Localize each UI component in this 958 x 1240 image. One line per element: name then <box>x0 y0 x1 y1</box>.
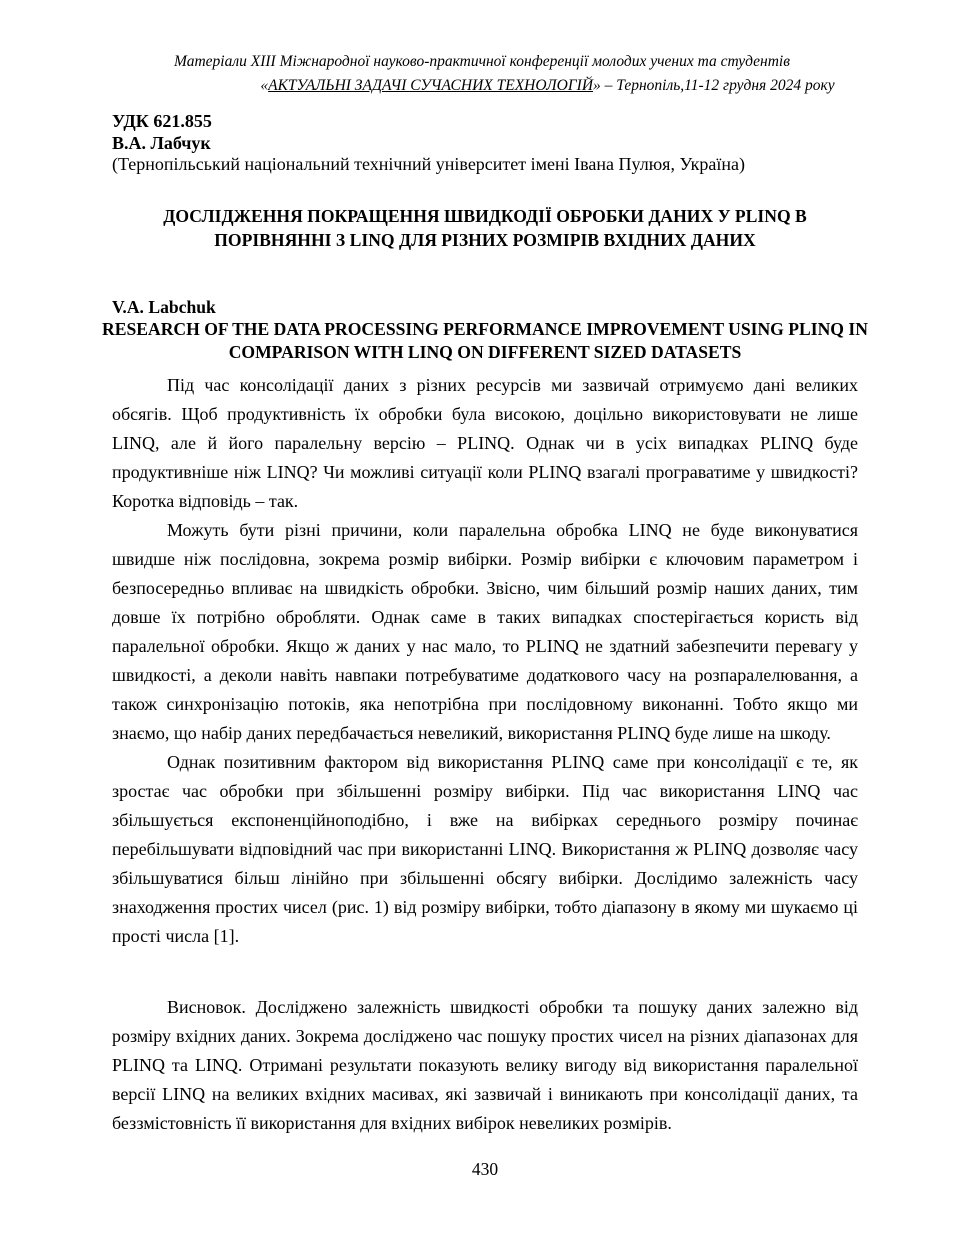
paragraph-sample-size: Можуть бути різні причини, коли паралельна обробка LINQ не буде виконуватися швидше ніж послідовна, зокрема розмір вибірки. Розмір вибірки є ключовим параметром і безпосередньо впливає на швидкість обробки. Звісно, чим більший розмір наших даних, тим довше їх потрібно обробляти. Однак саме в таких випадках спостерігається користь від паралельної обробки. Якщо ж даних у нас мало, то PLINQ не здатний забезпечити перевагу у швидкості, а деколи навіть навпаки потребуватиме додаткового часу на розпаралелювання, а також синхронізацію потоків, яка непотрібна при послідовному виконанні. Тобто якщо ми знаємо, що набір даних передбачається невеликий, використання PLINQ буде лише на шкоду. <box>112 519 858 743</box>
article-meta <box>112 111 858 176</box>
conference-name-prefix: « <box>260 77 269 94</box>
udc-code: УДК 621.855 <box>112 111 212 131</box>
conference-name-suffix: » – Тернопіль,11-12 грудня 2024 року <box>593 77 835 94</box>
page-number: 430 <box>471 1159 499 1179</box>
author-name-english: V.A. Labchuk <box>112 296 216 317</box>
paragraph-intro: Під час консолідації даних з різних ресурсів ми зазвичай отримуємо дані великих обсягів. Щоб продуктивність їх обробки була високою, доцільно використовувати не лише LINQ, але й його паралельну версію – PLINQ. Однак чи в усіх випадках PLINQ буде продуктивніше ніж LINQ? Чи можливі ситуації коли PLINQ взагалі програватиме у швидкості? Коротка відповідь – так. <box>112 374 858 511</box>
article-title-english: RESEARCH OF THE DATA PROCESSING PERFORMANCE IMPROVEMENT USING PLINQ IN COMPARISON WITH LINQ ON DIFFERENT SIZED DATASETS <box>102 318 868 362</box>
author-affiliation: (Тернопільський національний технічний університет імені Івана Пулюя, Україна) <box>112 154 745 174</box>
paragraph-plinq-benefit: Однак позитивним фактором від використання PLINQ саме при консолідації є те, як зростає час обробки при збільшенні розміру вибірки. Під час використання LINQ час збільшується експоненційноподібно, і вже на вибірках середнього розміру починає перебільшувати відповідний час при використанні LINQ. Використання ж PLINQ дозволяє часу збільшуватися більш лінійно при збільшенні обсягу вибірки. Дослідимо залежність часу знаходження простих чисел (рис. 1) від розміру вибірки, тобто діапазону в якому ми шукаємо ці прості числа [1]. <box>112 751 858 946</box>
article-title-ukrainian: ДОСЛІДЖЕННЯ ПОКРАЩЕННЯ ШВИДКОДІЇ ОБРОБКИ ДАНИХ У PLINQ В ПОРІВНЯННІ З LINQ ДЛЯ РІЗНИХ РОЗМІРІВ ВХІДНИХ ДАНИХ <box>163 205 807 250</box>
paragraph-conclusion: Висновок. Досліджено залежність швидкості обробки та пошуку даних залежно від розміру вхідних даних. Зокрема досліджено час пошуку простих чисел на різних діапазонах для PLINQ та LINQ. Отримані результати показують велику вигоду від використання паралельної версії LINQ на великих вхідних масивах, які зазвичай і виникають при консолідації даних, та беззмістовність її використання для вхідних вибірок невеликих розмірів. <box>112 996 858 1133</box>
conference-name-underlined: АКТУАЛЬНІ ЗАДАЧІ СУЧАСНИХ ТЕХНОЛОГІЙ <box>268 77 594 94</box>
conference-name-line <box>112 74 858 98</box>
page-content <box>102 0 868 1138</box>
author-name-ukrainian: В.А. Лабчук <box>112 132 211 153</box>
article-body <box>112 371 858 1138</box>
running-header <box>112 50 858 98</box>
conference-proceedings-line: Матеріали XIII Міжнародної науково-практичної конференції молодих учених та студентів <box>174 53 790 70</box>
